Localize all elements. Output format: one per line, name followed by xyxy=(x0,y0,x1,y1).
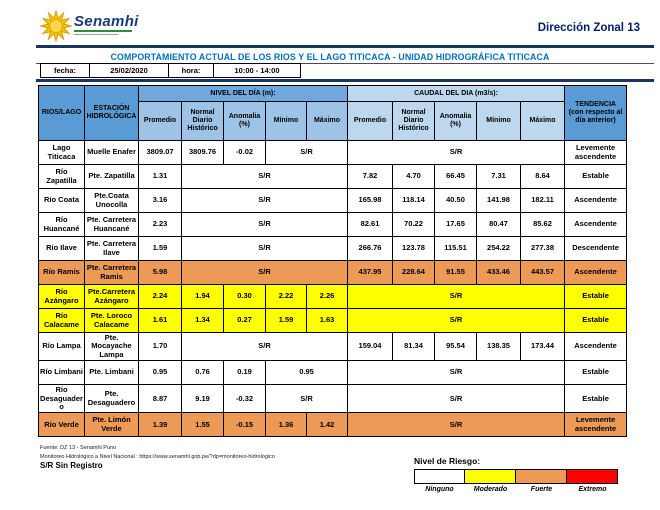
table-cell: 2.24 xyxy=(139,285,182,309)
table-cell: 1.59 xyxy=(139,237,182,261)
table-cell: 9.19 xyxy=(182,385,224,413)
table-cell: S/R xyxy=(348,141,565,165)
table-cell: 266.76 xyxy=(348,237,393,261)
table-cell: 0.76 xyxy=(182,361,224,385)
table-row xyxy=(39,189,627,213)
table-cell: 17.65 xyxy=(435,213,477,237)
table-row xyxy=(39,413,627,437)
table-cell: Estable xyxy=(565,165,627,189)
table-cell: 3.16 xyxy=(139,189,182,213)
table-row xyxy=(39,213,627,237)
table-cell: Descendente xyxy=(565,237,627,261)
table-cell: S/R xyxy=(182,189,348,213)
table-cell: Pte. Carretera Huancané xyxy=(85,213,139,237)
table-cell: Levemente ascendente xyxy=(565,141,627,165)
tendencia-subtitle: (con respecto al día anterior) xyxy=(568,109,623,124)
logo-tagline-bar xyxy=(74,34,118,35)
table-cell: Lago Titicaca xyxy=(39,141,85,165)
risk-label-moderado: Moderado xyxy=(473,486,508,493)
table-cell: 1.39 xyxy=(139,413,182,437)
risk-box-extremo xyxy=(567,469,618,484)
table-cell: Río Azángaro xyxy=(39,285,85,309)
table-cell: 2.22 xyxy=(266,285,307,309)
table-cell: Río Calacame xyxy=(39,309,85,333)
col-header-nivel-anomalia: Anomalia (%) xyxy=(224,102,266,141)
table-cell: Río Lampa xyxy=(39,333,85,361)
table-cell: 1.34 xyxy=(182,309,224,333)
table-row xyxy=(39,261,627,285)
table-cell: Estable xyxy=(565,361,627,385)
top-rule xyxy=(36,45,654,48)
col-header-nivel-normal: Normal Diario Histórico xyxy=(182,102,224,141)
table-cell: Pte.Carretera Azángaro xyxy=(85,285,139,309)
col-header-nivel-minimo: Mínimo xyxy=(266,102,307,141)
table-cell: Estable xyxy=(565,385,627,413)
table-cell: S/R xyxy=(182,237,348,261)
table-cell: Muelle Enafer xyxy=(85,141,139,165)
risk-legend xyxy=(414,456,626,493)
table-cell: 118.14 xyxy=(393,189,435,213)
table-cell: 95.54 xyxy=(435,333,477,361)
sr-legend-note: S/R Sin Registro xyxy=(40,461,103,470)
table-cell: 66.45 xyxy=(435,165,477,189)
col-header-caudal-promedio: Promedio xyxy=(348,102,393,141)
table-cell: Río Huancané xyxy=(39,213,85,237)
table-cell: 433.46 xyxy=(477,261,521,285)
header-rule xyxy=(36,79,654,82)
table-cell: 2.26 xyxy=(307,285,348,309)
table-cell: S/R xyxy=(266,141,348,165)
risk-legend-title: Nivel de Riesgo: xyxy=(414,456,481,466)
table-cell: 141.98 xyxy=(477,189,521,213)
table-row xyxy=(39,141,627,165)
table-cell: 173.44 xyxy=(521,333,565,361)
sunflower-icon xyxy=(40,10,72,42)
source-line-1: Fuente: DZ 13 - Senamhi Puno xyxy=(40,445,117,451)
col-header-caudal-band: CAUDAL DEL DIA (m3/s): xyxy=(348,86,565,102)
table-cell: S/R xyxy=(182,213,348,237)
table-cell: 443.57 xyxy=(521,261,565,285)
source-line-2: Monitoreo Hidrológico a Nivel Nacional : https://www.senamhi.gob.pe/?dp=monitoreo-hidrologico xyxy=(40,453,275,460)
table-row xyxy=(39,361,627,385)
table-cell: Ascendente xyxy=(565,261,627,285)
table-cell: 1.42 xyxy=(307,413,348,437)
risk-label-ninguno: Ninguno xyxy=(425,486,454,493)
logo-underline xyxy=(74,30,132,32)
table-cell: S/R xyxy=(348,361,565,385)
table-cell: Pte. Mocayache Lampa xyxy=(85,333,139,361)
risk-label-fuerte: Fuerte xyxy=(530,486,553,493)
table-cell: S/R xyxy=(266,385,348,413)
table-cell: 1.61 xyxy=(139,309,182,333)
table-cell: 1.36 xyxy=(266,413,307,437)
table-cell: 7.31 xyxy=(477,165,521,189)
fecha-value: 25/02/2020 xyxy=(90,64,169,78)
table-cell: 277.38 xyxy=(521,237,565,261)
table-row xyxy=(39,309,627,333)
table-cell: 1.94 xyxy=(182,285,224,309)
table-cell: Río Coata xyxy=(39,189,85,213)
table-cell: Estable xyxy=(565,285,627,309)
table-cell: Pte. Desaguadero xyxy=(85,385,139,413)
table-cell: 2.23 xyxy=(139,213,182,237)
table-cell: 70.22 xyxy=(393,213,435,237)
source-note xyxy=(40,444,275,461)
table-cell: Estable xyxy=(565,309,627,333)
table-cell: 437.95 xyxy=(348,261,393,285)
risk-box-ninguno xyxy=(414,469,465,484)
risk-scale-labels xyxy=(414,486,626,493)
date-time-box xyxy=(40,63,301,78)
table-cell: Pte. Loroco Calacame xyxy=(85,309,139,333)
col-header-caudal-maximo: Máximo xyxy=(521,102,565,141)
hora-value: 10:00 - 14:00 xyxy=(214,64,301,78)
table-cell: -0.32 xyxy=(224,385,266,413)
col-header-rios-lago: RIOS/LAGO xyxy=(39,86,85,141)
table-cell: 82.61 xyxy=(348,213,393,237)
table-cell: S/R xyxy=(348,413,565,437)
tendencia-title: TENDENCIA xyxy=(575,101,616,109)
risk-color-scale xyxy=(414,469,626,484)
col-header-nivel-promedio: Promedio xyxy=(139,102,182,141)
table-cell: S/R xyxy=(182,165,348,189)
table-cell: 1.55 xyxy=(182,413,224,437)
table-cell: Pte. Zapatilla xyxy=(85,165,139,189)
table-cell: Pte. Limbani xyxy=(85,361,139,385)
col-header-caudal-normal: Normal Diario Histórico xyxy=(393,102,435,141)
table-cell: 80.47 xyxy=(477,213,521,237)
table-cell: Río Ilave xyxy=(39,237,85,261)
table-cell: S/R xyxy=(348,285,565,309)
table-cell: S/R xyxy=(348,309,565,333)
table-cell: 0.95 xyxy=(139,361,182,385)
table-cell: 182.11 xyxy=(521,189,565,213)
table-cell: Río Zapatilla xyxy=(39,165,85,189)
table-cell: 254.22 xyxy=(477,237,521,261)
table-cell: Río Ramis xyxy=(39,261,85,285)
table-cell: 1.70 xyxy=(139,333,182,361)
table-cell: Pte.Coata Unocolla xyxy=(85,189,139,213)
table-cell: 7.82 xyxy=(348,165,393,189)
logo-text: Senamhi xyxy=(74,13,139,30)
table-cell: 228.64 xyxy=(393,261,435,285)
table-cell: 1.31 xyxy=(139,165,182,189)
table-cell: 115.51 xyxy=(435,237,477,261)
table-cell: Ascendente xyxy=(565,189,627,213)
table-cell: S/R xyxy=(182,261,348,285)
table-row xyxy=(39,165,627,189)
senamhi-logo xyxy=(40,10,139,42)
hora-label: hora: xyxy=(169,64,214,78)
table-cell: -0.02 xyxy=(224,141,266,165)
table-cell: 1.63 xyxy=(307,309,348,333)
table-cell: 1.59 xyxy=(266,309,307,333)
table-cell: 3809.07 xyxy=(139,141,182,165)
table-cell: 159.04 xyxy=(348,333,393,361)
col-header-nivel-maximo: Máximo xyxy=(307,102,348,141)
table-cell: 40.50 xyxy=(435,189,477,213)
table-cell: Río Verde xyxy=(39,413,85,437)
col-header-caudal-anomalia: Anomalia (%) xyxy=(435,102,477,141)
risk-label-extremo: Extremo xyxy=(578,486,607,493)
col-header-estacion: ESTACIÓN HIDROLÓGICA xyxy=(85,86,139,141)
risk-box-fuerte xyxy=(516,469,567,484)
table-cell: 0.19 xyxy=(224,361,266,385)
table-cell: Pte. Limón Verde xyxy=(85,413,139,437)
table-cell: 165.98 xyxy=(348,189,393,213)
fecha-label: fecha: xyxy=(41,64,90,78)
table-cell: Río Desaguadero xyxy=(40,385,83,411)
table-cell: 0.30 xyxy=(224,285,266,309)
page-title: COMPORTAMIENTO ACTUAL DE LOS RIOS Y EL LAGO TITICACA - UNIDAD HIDROGRÁFICA TITICACA xyxy=(110,52,550,62)
table-cell: Ascendente xyxy=(565,213,627,237)
table-cell: 0.27 xyxy=(224,309,266,333)
table-cell: Levemente ascendente xyxy=(565,413,627,437)
col-header-caudal-minimo: Mínimo xyxy=(477,102,521,141)
risk-box-moderado xyxy=(465,469,516,484)
direction-zonal-label: Dirección Zonal 13 xyxy=(537,22,640,34)
table-cell: -0.15 xyxy=(224,413,266,437)
table-cell: Ascendente xyxy=(565,333,627,361)
hydrological-table xyxy=(38,85,627,437)
table-cell: 81.34 xyxy=(393,333,435,361)
table-cell: 4.70 xyxy=(393,165,435,189)
table-cell: 0.95 xyxy=(266,361,348,385)
table-cell: Pte. Carretera Ramis xyxy=(85,261,139,285)
table-row xyxy=(39,285,627,309)
col-header-tendencia xyxy=(565,86,627,141)
table-row xyxy=(39,237,627,261)
table-cell: 138.35 xyxy=(477,333,521,361)
table-cell: Río Limbani xyxy=(39,361,85,385)
table-row xyxy=(39,385,627,413)
table-cell: Pte. Carretera Ilave xyxy=(85,237,139,261)
table-cell: 3809.76 xyxy=(182,141,224,165)
table-cell: S/R xyxy=(348,385,565,413)
table-cell: 8.87 xyxy=(139,385,182,413)
table-cell: 123.78 xyxy=(393,237,435,261)
table-cell: 91.55 xyxy=(435,261,477,285)
table-cell: 5.98 xyxy=(139,261,182,285)
table-row xyxy=(39,333,627,361)
table-cell: 8.64 xyxy=(521,165,565,189)
col-header-nivel-band: NIVEL DEL DÍA (m): xyxy=(139,86,348,102)
table-cell: S/R xyxy=(182,333,348,361)
table-cell: 85.62 xyxy=(521,213,565,237)
